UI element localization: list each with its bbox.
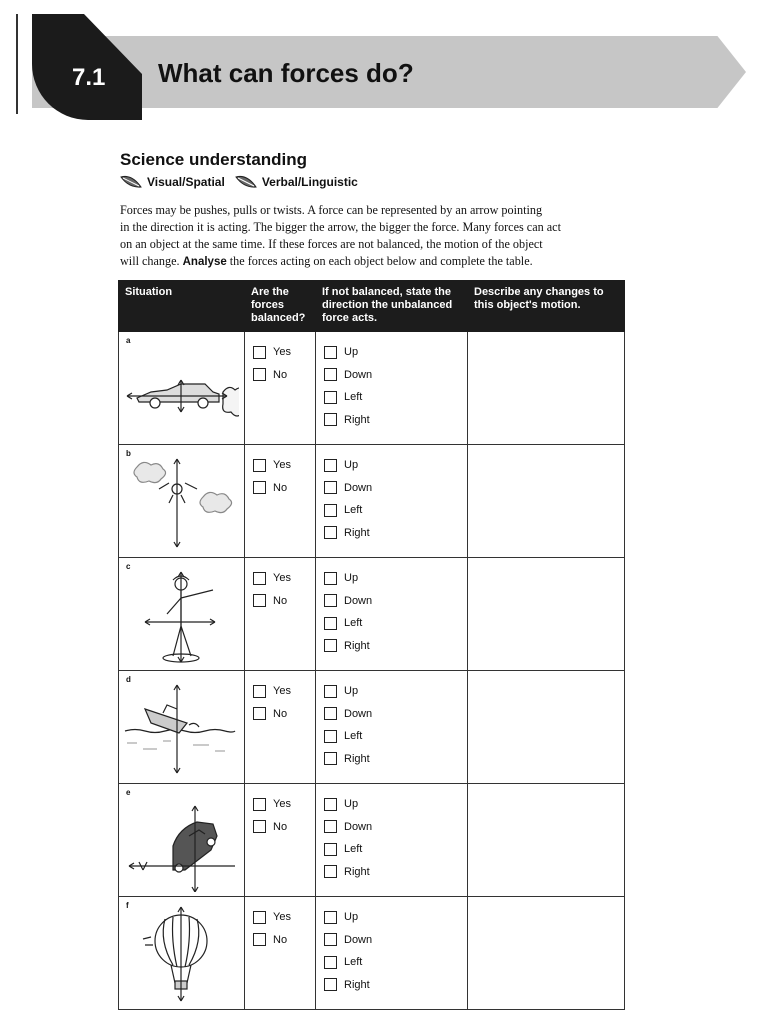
skill-label: Visual/Spatial [147, 175, 225, 189]
option-label: Down [344, 820, 373, 833]
option-down[interactable] [324, 590, 461, 613]
checkbox-yes[interactable] [253, 572, 266, 585]
checkbox-down[interactable] [324, 820, 337, 833]
option-right[interactable] [324, 635, 461, 658]
option-label: No [273, 368, 288, 381]
direction-cell [316, 332, 468, 445]
option-no[interactable] [253, 590, 309, 613]
margin-rule [16, 14, 18, 114]
intro-line: in the direction it is acting. The bigger the arrow, the bigger the force. Many forces can act [120, 220, 561, 234]
situation-illustration-f [123, 905, 239, 1005]
option-label: Right [344, 526, 370, 539]
option-yes[interactable] [253, 454, 309, 477]
option-no[interactable] [253, 477, 309, 500]
option-label: Yes [273, 798, 291, 811]
situation-cell [119, 784, 245, 897]
skills-row [120, 175, 358, 189]
option-no[interactable] [253, 364, 309, 387]
option-yes[interactable] [253, 567, 309, 590]
intro-line: will change. [120, 254, 180, 268]
option-up[interactable] [324, 680, 461, 703]
skill-verbal-linguistic [235, 175, 358, 189]
option-no[interactable] [253, 816, 309, 839]
option-label: Right [344, 752, 370, 765]
option-down[interactable] [324, 477, 461, 500]
intro-paragraph [120, 202, 630, 271]
table-row-f [119, 897, 625, 1010]
checkbox-no[interactable] [253, 481, 266, 494]
situation-illustration-e [123, 792, 239, 892]
option-down[interactable] [324, 364, 461, 387]
situation-illustration-b [123, 453, 239, 553]
direction-cell [316, 897, 468, 1010]
header-balanced: Are the forces balanced? [245, 281, 316, 332]
balanced-cell [245, 671, 316, 784]
table-header-row [119, 281, 625, 332]
table-row-d [119, 671, 625, 784]
option-label: Up [344, 572, 359, 585]
checkbox-no[interactable] [253, 707, 266, 720]
option-label: No [273, 707, 288, 720]
table-row-a [119, 332, 625, 445]
situation-cell [119, 332, 245, 445]
checkbox-right[interactable] [324, 413, 337, 426]
intro-line: Forces may be pushes, pulls or twists. A force can be represented by an arrow pointing [120, 203, 543, 217]
balanced-cell [245, 445, 316, 558]
direction-cell [316, 558, 468, 671]
option-label: Yes [273, 346, 291, 359]
header-describe: Describe any changes to this object's motion. [468, 281, 625, 332]
situation-letter: c [126, 562, 131, 571]
checkbox-left[interactable] [324, 391, 337, 404]
option-label: No [273, 594, 288, 607]
option-label: Up [344, 685, 359, 698]
option-label: Down [344, 707, 373, 720]
checkbox-down[interactable] [324, 933, 337, 946]
option-label: Up [344, 459, 359, 472]
situation-letter: b [126, 449, 131, 458]
checkbox-right[interactable] [324, 526, 337, 539]
option-right[interactable] [324, 409, 461, 432]
option-right[interactable] [324, 748, 461, 771]
option-right[interactable] [324, 861, 461, 884]
checkbox-no[interactable] [253, 820, 266, 833]
balanced-cell [245, 784, 316, 897]
option-label: Right [344, 413, 370, 426]
checkbox-no[interactable] [253, 933, 266, 946]
option-no[interactable] [253, 703, 309, 726]
situation-cell [119, 445, 245, 558]
option-yes[interactable] [253, 341, 309, 364]
option-label: Left [344, 504, 363, 517]
balanced-cell [245, 332, 316, 445]
situation-letter: a [126, 336, 131, 345]
option-label: Yes [273, 911, 291, 924]
intro-line: on an object at the same time. If these forces are not balanced, the motion of the object [120, 237, 543, 251]
checkbox-right[interactable] [324, 752, 337, 765]
describe-answer-cell[interactable] [468, 671, 625, 784]
option-up[interactable] [324, 793, 461, 816]
option-label: Left [344, 956, 363, 969]
option-left[interactable] [324, 499, 461, 522]
direction-cell [316, 671, 468, 784]
option-down[interactable] [324, 816, 461, 839]
balanced-cell [245, 558, 316, 671]
option-left[interactable] [324, 951, 461, 974]
option-up[interactable] [324, 341, 461, 364]
option-up[interactable] [324, 906, 461, 929]
checkbox-left[interactable] [324, 956, 337, 969]
option-label: Yes [273, 685, 291, 698]
option-label: No [273, 481, 288, 494]
option-yes[interactable] [253, 793, 309, 816]
option-yes[interactable] [253, 906, 309, 929]
checkbox-yes[interactable] [253, 685, 266, 698]
option-down[interactable] [324, 929, 461, 952]
checkbox-up[interactable] [324, 911, 337, 924]
checkbox-yes[interactable] [253, 798, 266, 811]
checkbox-left[interactable] [324, 617, 337, 630]
describe-answer-cell[interactable] [468, 558, 625, 671]
option-left[interactable] [324, 386, 461, 409]
option-right[interactable] [324, 522, 461, 545]
option-label: No [273, 820, 288, 833]
option-no[interactable] [253, 929, 309, 952]
table-row-c [119, 558, 625, 671]
option-label: Up [344, 911, 359, 924]
checkbox-up[interactable] [324, 346, 337, 359]
checkbox-up[interactable] [324, 572, 337, 585]
option-yes[interactable] [253, 680, 309, 703]
option-label: Right [344, 865, 370, 878]
balanced-cell [245, 897, 316, 1010]
option-down[interactable] [324, 703, 461, 726]
leaf-icon [235, 175, 257, 189]
option-up[interactable] [324, 454, 461, 477]
direction-cell [316, 445, 468, 558]
option-label: Yes [273, 572, 291, 585]
situation-illustration-a [123, 340, 239, 440]
option-label: Left [344, 617, 363, 630]
describe-answer-cell[interactable] [468, 897, 625, 1010]
checkbox-down[interactable] [324, 594, 337, 607]
skill-label: Verbal/Linguistic [261, 175, 358, 189]
option-label: Yes [273, 459, 291, 472]
direction-cell [316, 784, 468, 897]
checkbox-right[interactable] [324, 978, 337, 991]
situation-cell [119, 671, 245, 784]
checkbox-right[interactable] [324, 865, 337, 878]
option-label: Down [344, 933, 373, 946]
checkbox-yes[interactable] [253, 459, 266, 472]
checkbox-left[interactable] [324, 843, 337, 856]
option-label: Down [344, 594, 373, 607]
page-title: What can forces do? [158, 58, 414, 88]
option-left[interactable] [324, 725, 461, 748]
option-right[interactable] [324, 974, 461, 997]
checkbox-yes[interactable] [253, 911, 266, 924]
option-label: Right [344, 978, 370, 991]
checkbox-down[interactable] [324, 368, 337, 381]
situation-cell [119, 897, 245, 1010]
describe-answer-cell[interactable] [468, 332, 625, 445]
checkbox-no[interactable] [253, 368, 266, 381]
checkbox-right[interactable] [324, 639, 337, 652]
option-up[interactable] [324, 567, 461, 590]
checkbox-left[interactable] [324, 730, 337, 743]
option-label: Left [344, 730, 363, 743]
header-situation: Situation [119, 281, 245, 332]
option-label: Up [344, 346, 359, 359]
skill-visual-spatial [120, 175, 225, 189]
option-label: Right [344, 639, 370, 652]
checkbox-down[interactable] [324, 707, 337, 720]
checkbox-yes[interactable] [253, 346, 266, 359]
intro-bold-word: Analyse [182, 256, 227, 268]
option-label: No [273, 933, 288, 946]
situation-illustration-c [123, 566, 239, 666]
section-heading: Science understanding [120, 150, 308, 169]
option-left[interactable] [324, 838, 461, 861]
leaf-icon [120, 175, 142, 189]
option-label: Up [344, 798, 359, 811]
option-left[interactable] [324, 612, 461, 635]
describe-answer-cell[interactable] [468, 784, 625, 897]
option-label: Left [344, 843, 363, 856]
checkbox-down[interactable] [324, 481, 337, 494]
checkbox-left[interactable] [324, 504, 337, 517]
table-row-b [119, 445, 625, 558]
situation-letter: d [126, 675, 131, 684]
option-label: Left [344, 391, 363, 404]
section-number: 7.1 [72, 64, 106, 91]
table-row-e [119, 784, 625, 897]
situation-cell [119, 558, 245, 671]
intro-line: the forces acting on each object below and complete the table. [229, 254, 533, 268]
option-label: Down [344, 368, 373, 381]
option-label: Down [344, 481, 373, 494]
situation-letter: e [126, 788, 131, 797]
checkbox-up[interactable] [324, 685, 337, 698]
describe-answer-cell[interactable] [468, 445, 625, 558]
checkbox-no[interactable] [253, 594, 266, 607]
header-direction: If not balanced, state the direction the unbalanced force acts. [316, 281, 468, 332]
checkbox-up[interactable] [324, 798, 337, 811]
forces-table [118, 280, 625, 1010]
situation-letter: f [126, 901, 129, 910]
checkbox-up[interactable] [324, 459, 337, 472]
situation-illustration-d [123, 679, 239, 779]
